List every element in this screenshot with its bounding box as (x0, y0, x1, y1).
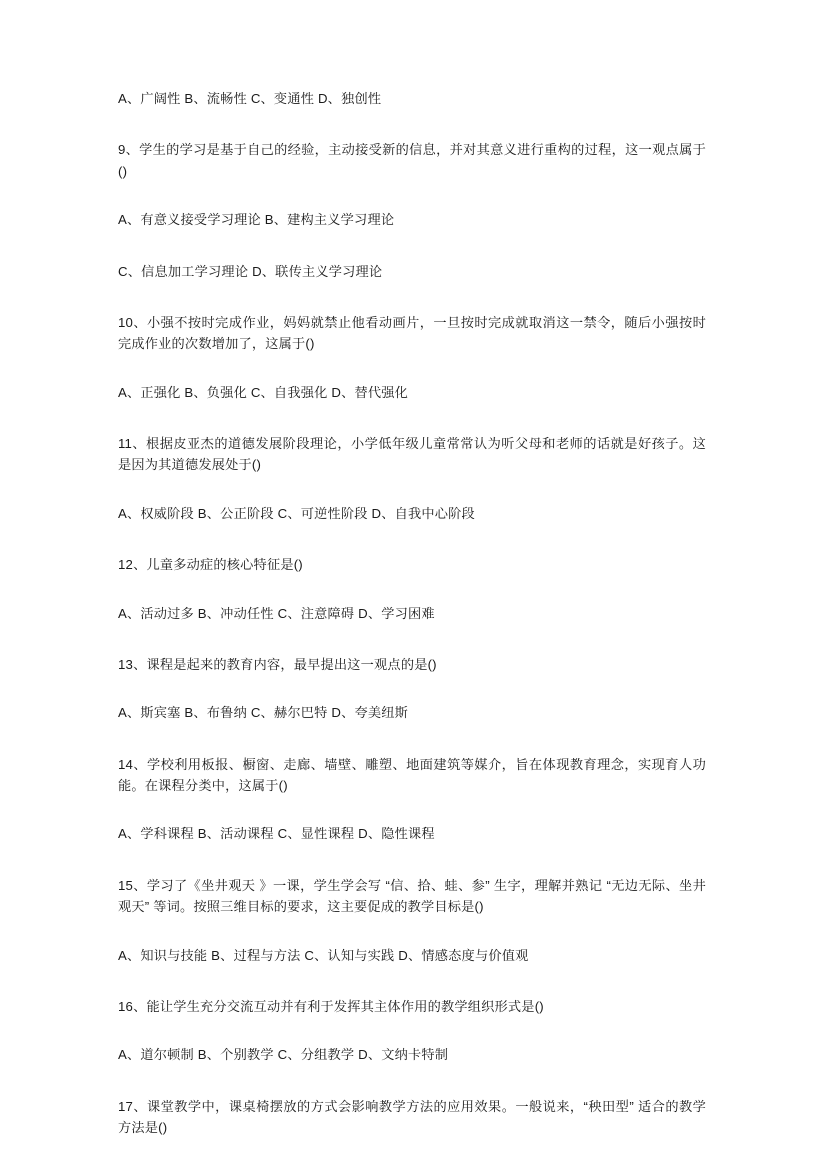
paragraph-question-17: 17、课堂教学中，课桌椅摆放的方式会影响教学方法的应用效果。一般说来，“秧田型” 适合的教学方法是() (118, 1098, 706, 1135)
paragraph-gap (118, 476, 706, 503)
document-body (118, 88, 706, 1138)
paragraph-question-14: 14、学校利用板报、橱窗、走廊、墙壁、雕塑、地面建筑等媒介，旨在体现教育理念，实现育人功能。在课程分类中，这属于() (118, 756, 706, 793)
paragraph-gap (118, 524, 706, 554)
paragraph-gap (118, 675, 706, 702)
paragraph-options-15: A、知识与技能 B、过程与方法 C、认知与实践 D、情感态度与价值观 (118, 947, 529, 963)
paragraph-options-13: A、斯宾塞 B、布鲁纳 C、赫尔巴特 D、夸美纽斯 (118, 705, 409, 721)
paragraph-options-12: A、活动过多 B、冲动任性 C、注意障碍 D、学习困难 (118, 605, 435, 621)
paragraph-gap (118, 231, 706, 261)
paragraph-question-9: 9、学生的学习是基于自己的经验，主动接受新的信息，并对其意义进行重构的过程，这一观点属于() (118, 142, 706, 179)
paragraph-question-16: 16、能让学生充分交流互动并有利于发挥其主体作用的教学组织形式是() (118, 998, 544, 1014)
paragraph-gap (118, 403, 706, 433)
paragraph-gap (118, 796, 706, 823)
paragraph-gap (118, 576, 706, 603)
paragraph-gap (118, 966, 706, 996)
paragraph-gap (118, 1066, 706, 1096)
paragraph-gap (118, 109, 706, 139)
paragraph-gap (118, 355, 706, 382)
paragraph-options-9-cd: C、信息加工学习理论 D、联传主义学习理论 (118, 263, 383, 279)
paragraph-options-10: A、正强化 B、负强化 C、自我强化 D、替代强化 (118, 384, 409, 400)
paragraph-gap (118, 918, 706, 945)
paragraph-question-15: 15、学习了《坐井观天 》一课，学生学会写 “信、拾、蛙、参” 生字，理解并熟记 “无边无际、坐井观天” 等词。按照三维目标的要求，这主要促成的教学目标是() (118, 877, 706, 915)
paragraph-options-11: A、权威阶段 B、公正阶段 C、可逆性阶段 D、自我中心阶段 (118, 505, 475, 521)
paragraph-question-12: 12、儿童多动症的核心特征是() (118, 557, 303, 573)
paragraph-options-9-ab: A、有意义接受学习理论 B、建构主义学习理论 (118, 212, 395, 228)
paragraph-question-13: 13、课程是起来的教育内容，最早提出这一观点的是() (118, 656, 437, 672)
paragraph-gap (118, 1017, 706, 1044)
paragraph-gap (118, 624, 706, 654)
paragraph-options-14: A、学科课程 B、活动课程 C、显性课程 D、隐性课程 (118, 826, 435, 842)
paragraph-gap (118, 724, 706, 754)
paragraph-question-10: 10、小强不按时完成作业，妈妈就禁止他看动画片，一旦按时完成就取消这一禁令，随后小强按时完成作业的次数增加了，这属于() (118, 314, 706, 352)
paragraph-gap (118, 182, 706, 209)
paragraph-gap (118, 282, 706, 312)
paragraph-options-8: A、广阔性 B、流畅性 C、变通性 D、独创性 (118, 91, 382, 106)
paragraph-question-11: 11、根据皮亚杰的道德发展阶段理论，小学低年级儿童常常认为听父母和老师的话就是好孩子。这是因为其道德发展处于() (118, 436, 706, 473)
paragraph-options-16: A、道尔顿制 B、个别教学 C、分组教学 D、文纳卡特制 (118, 1047, 449, 1063)
paragraph-gap (118, 845, 706, 875)
